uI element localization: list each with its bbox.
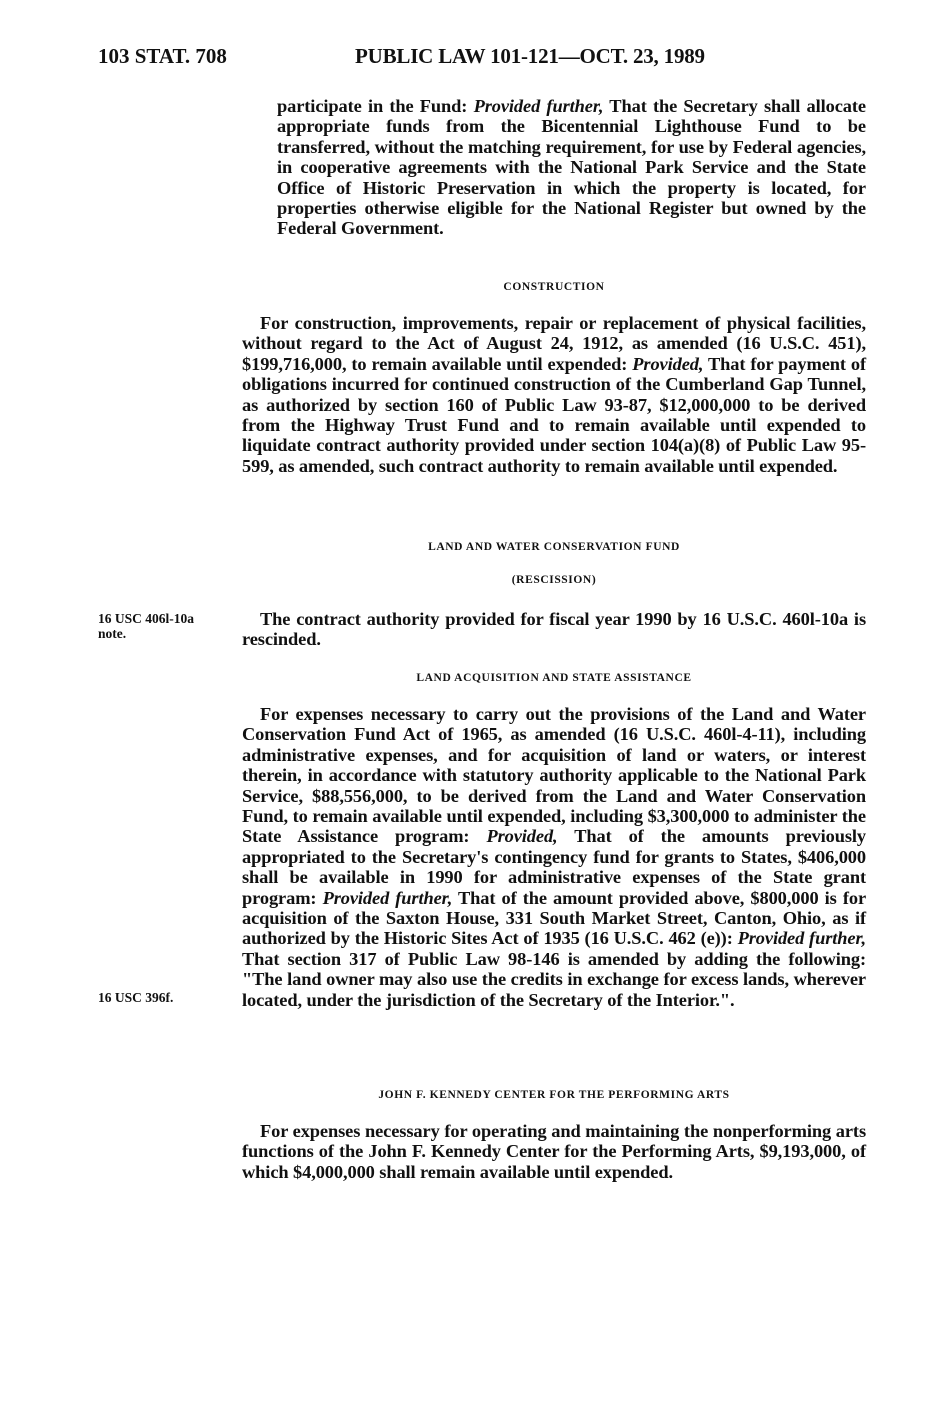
land-water-heading: LAND AND WATER CONSERVATION FUND (428, 541, 680, 553)
margin-note-406l-line1: 16 USC 406l-10a (98, 611, 195, 626)
construction-text-1: For construction, improvements, repair or replacement of physical facilities, without regard to the Act of August 24, 1912, as amended (16 U.S.C. 451), $199,716,000, to remain available until expended: (242, 313, 866, 374)
land-acquisition-text-2: That of the amounts previously appropriated to the Secretary's contingency fund for grants to States, $406,000 shall be available in 1990 for administrative expenses of the State grant program: (242, 826, 867, 908)
land-acquisition-text-3: That of the amount provided above, $800,000 is for acquisition of the Saxton House, 331 South Market Street, Canton, Ohio, as if authorized by the Historic Sites Act of 1935 (16 U.S.C. 462 (e)): (242, 887, 867, 949)
margin-note-406l-line2: note. (98, 626, 127, 641)
land-acquisition-text-4: That section 317 of Public Law 98-146 is amended by adding the following: "The land owner may also use the credits in exchange for excess lands, wherever located, under the jurisdiction of the Secretary of the Interior.". (242, 948, 866, 1010)
construction-proviso: Provided, (632, 353, 704, 374)
continuation-text-1: participate in the Fund: (277, 96, 474, 116)
continuation-text-2: That the Secretary shall allocate appropriate funds from the Bicentennial Lighthouse Fund to be transferred, without the matching requirement, for use by Federal agencies, in cooperative agreements with the National Park Service and the State Office of Historic Preservation in which the property is located, for properties otherwise eligible for the National Register but owned by the Federal Government. (277, 96, 866, 239)
land-acquisition-paragraph (242, 704, 866, 1010)
rescission-subheading: (RESCISSION) (511, 574, 597, 586)
construction-heading: CONSTRUCTION (503, 281, 605, 293)
continuation-paragraph (242, 96, 866, 239)
land-acquisition-text-1: For expenses necessary to carry out the provisions of the Land and Water Conservation Fund Act of 1965, as amended (16 U.S.C. 460l-4-11), including administrative expenses, and for acquisition of land or waters, or interest therein, in accordance with statutory authority applicable to the National Park Service, $88,556,000, to be derived from the Land and Water Conservation Fund, to remain available until expended, including $3,300,000 to administer the State Assistance program: (242, 704, 866, 847)
kennedy-center-heading: JOHN F. KENNEDY CENTER FOR THE PERFORMING ARTS (378, 1089, 730, 1101)
construction-paragraph (242, 313, 866, 476)
kennedy-center-paragraph: For expenses necessary for operating and maintaining the nonperforming arts functions of the John F. Kennedy Center for the Performing Arts, $9,193,000, of which $4,000,000 shall remain available until expended. (242, 1121, 866, 1182)
stat-page-number: 103 STAT. 708 (98, 44, 227, 68)
construction-text-2: That for payment of obligations incurred for continued construction of the Cumberland Gap Tunnel, as authorized by section 160 of Public Law 93-87, $12,000,000 to be derived from the Highway Trust Fund and to remain available until expended to liquidate contract authority provided under section 104(a)(8) of Public Law 95-599, as amended, such contract authority to remain available until expended. (242, 353, 866, 476)
page-header (98, 44, 858, 74)
land-acquisition-proviso-2: Provided further, (322, 887, 453, 908)
land-acquisition-proviso-1: Provided, (486, 826, 558, 847)
continuation-proviso: Provided further, (473, 96, 604, 116)
law-title: PUBLIC LAW 101-121—OCT. 23, 1989 (355, 44, 705, 68)
margin-note-396f: 16 USC 396f. (98, 990, 174, 1005)
land-acquisition-proviso-3: Provided further, (737, 928, 866, 949)
land-acquisition-heading: LAND ACQUISITION AND STATE ASSISTANCE (416, 672, 692, 684)
rescission-paragraph: The contract authority provided for fiscal year 1990 by 16 U.S.C. 460l-10a is rescinded. (242, 609, 866, 650)
margin-note-406l (98, 611, 194, 641)
